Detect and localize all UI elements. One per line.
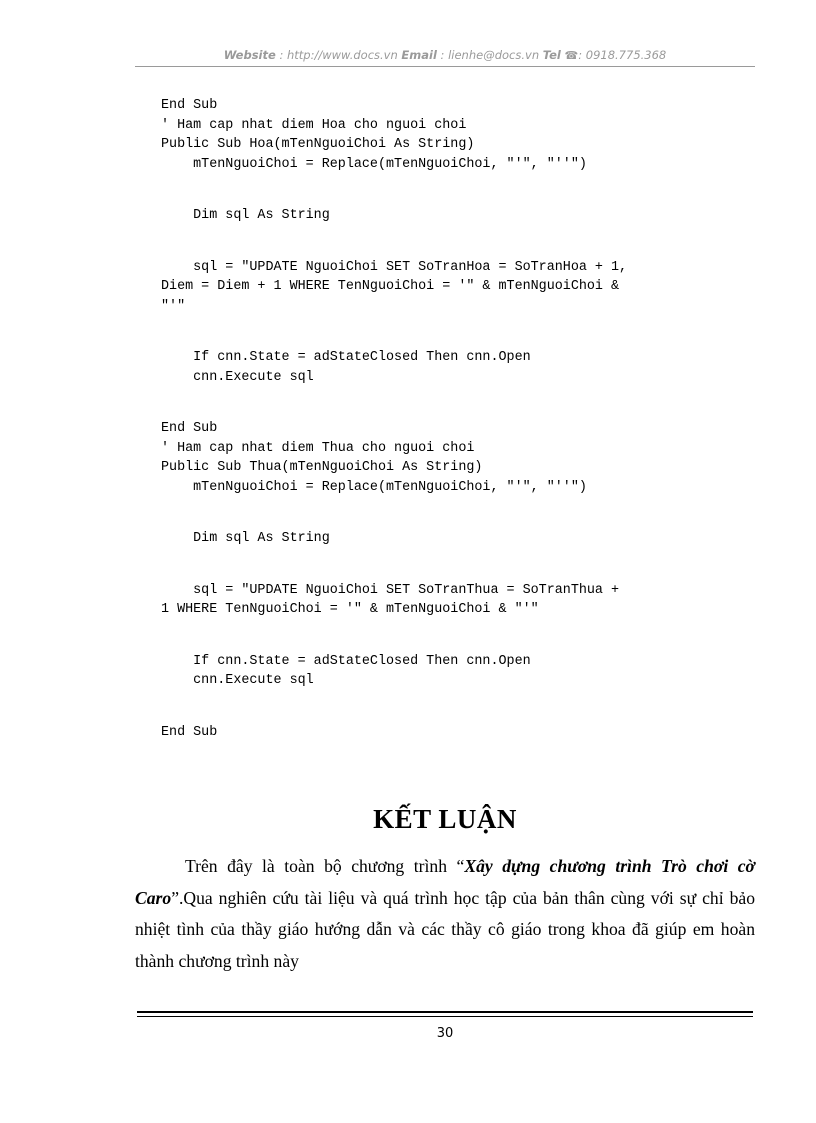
code-line: If cnn.State = adStateClosed Then cnn.Open [161,350,531,365]
project-title-emphasis: Xây dựng chương trình Trò chơi cờ Caro [135,856,755,908]
page-number: 30 [436,1026,454,1041]
code-line [161,316,761,348]
conclusion-paragraph [135,851,755,977]
code-line: Diem = Diem + 1 WHERE TenNguoiChoi = '" & mTenNguoiChoi & [161,279,620,294]
code-line [161,549,761,581]
code-line: End Sub [161,98,218,113]
code-line [161,387,761,419]
page-header [135,48,755,62]
footer-divider [137,1011,753,1017]
website-value: : http://www.docs.vn [275,48,402,62]
tel-value: : 0918.775.368 [578,48,667,62]
code-line: mTenNguoiChoi = Replace(mTenNguoiChoi, "'", "''") [161,479,587,495]
code-line: 1 WHERE TenNguoiChoi = '" & mTenNguoiChoi & "'" [161,602,539,617]
phone-icon: ☎ [564,49,579,62]
code-line [161,620,761,652]
code-line: ' Ham cap nhat diem Hoa cho nguoi choi [161,117,467,133]
conclusion-text-after: ”.Qua nghiên cứu tài liệu và quá trình học tập của bản thân cùng với sự chỉ bảo nhiệt tình của thầy giáo hướng dẫn và các thầy cô giáo trong khoa đã giúp em hoàn thành chương trình này [135,887,755,971]
code-line: If cnn.State = adStateClosed Then cnn.Open [161,653,531,669]
code-line: Dim sql As String [161,531,330,546]
code-line [161,691,761,723]
website-label: Website [223,48,276,62]
code-line: sql = "UPDATE NguoiChoi SET SoTranThua = SoTranThua + [161,582,620,598]
tel-label: Tel [542,48,561,62]
email-value: : lienhe@docs.vn [436,48,543,62]
code-line: mTenNguoiChoi = Replace(mTenNguoiChoi, "'", "''") [161,156,587,172]
code-line: cnn.Execute sql [161,369,314,385]
conclusion-text-before: Trên đây là toàn bộ chương trình “ [185,856,465,876]
code-line [161,497,761,529]
code-line: ' Ham cap nhat diem Thua cho nguoi choi [161,440,475,456]
code-line: Dim sql As String [161,208,330,223]
code-line: Public Sub Hoa(mTenNguoiChoi As String) [161,137,475,152]
code-listing [161,96,761,742]
header-divider [135,66,755,67]
code-line: End Sub [161,724,218,740]
code-line [161,226,761,258]
code-line: "'" [161,298,186,314]
code-line: End Sub [161,421,218,436]
email-label: Email [401,48,437,62]
section-title: KẾT LUẬN [373,804,517,834]
code-line: cnn.Execute sql [161,673,314,688]
code-line [161,174,761,206]
code-line: Public Sub Thua(mTenNguoiChoi As String) [161,460,483,475]
code-line: sql = "UPDATE NguoiChoi SET SoTranHoa = SoTranHoa + 1, [161,259,628,275]
